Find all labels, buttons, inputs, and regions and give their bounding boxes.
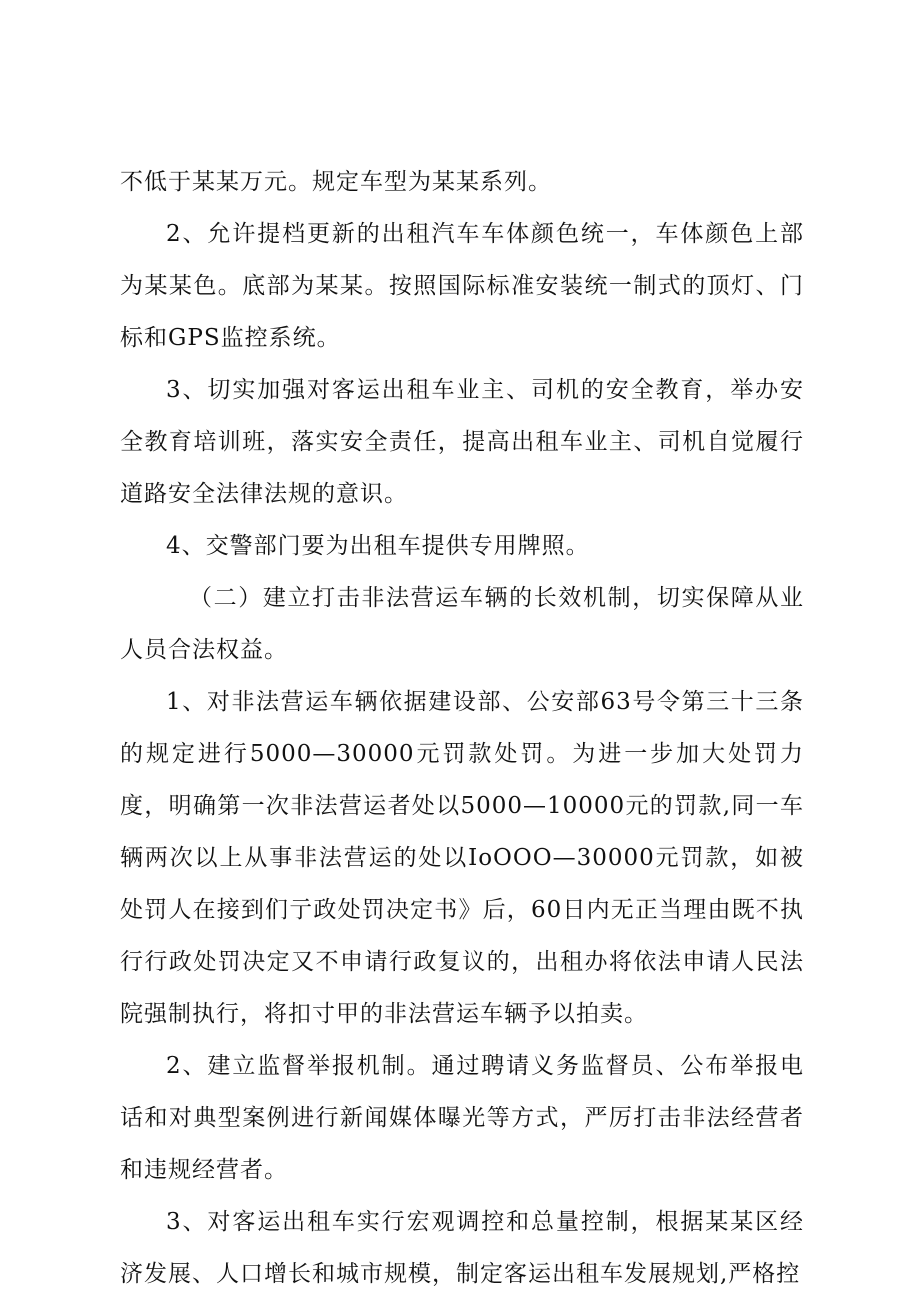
document-body [120,156,804,1300]
paragraph-item-3-macro-control: 3、对客运出租车实行宏观调控和总量控制，根据某某区经济发展、人口增长和城市规模，制定客运出租车发展规划,严格控 [120,1209,804,1287]
paragraph-item-2-reporting: 2、建立监督举报机制。通过聘请义务监督员、公布举报电话和对典型案例进行新闻媒体曝光等方式，严厉打击非法经营者和违规经营者。 [120,1053,804,1183]
paragraph-item-3-safety-education: 3、切实加强对客运出租车业主、司机的安全教育，举办安全教育培训班，落实安全责任，提高出租车业主、司机自觉履行道路安全法律法规的意识。 [120,377,804,507]
section-heading-2: （二）建立打击非法营运车辆的长效机制，切实保障从业人员合法权益。 [120,585,804,663]
paragraph-continuation: 不低于某某万元。规定车型为某某系列。 [120,169,552,195]
paragraph-item-2-vehicle-color: 2、允许提档更新的出租汽车车体颜色统一，车体颜色上部为某某色。底部为某某。按照国际标准安装统一制式的顶灯、门标和GPS监控系统。 [120,221,804,351]
paragraph-item-1-penalties: 1、对非法营运车辆依据建设部、公安部63号令第三十三条的规定进行5000—30000元罚款处罚。为进一步加大处罚力度，明确第一次非法营运者处以5000—10000元的罚款,同一车辆两次以上从事非法营运的处以IoOOO—30000元罚款，如被处罚人在接到们亍政处罚决定书》后，60日内无正当理由既不执行行政处罚决定又不申请行政复议的，出租办将依法申请人民法院强制执行，将扣寸甲的非法营运车辆予以拍卖。 [120,689,804,1027]
paragraph-item-4-license-plates: 4、交警部门要为出租车提供专用牌照。 [166,533,590,559]
